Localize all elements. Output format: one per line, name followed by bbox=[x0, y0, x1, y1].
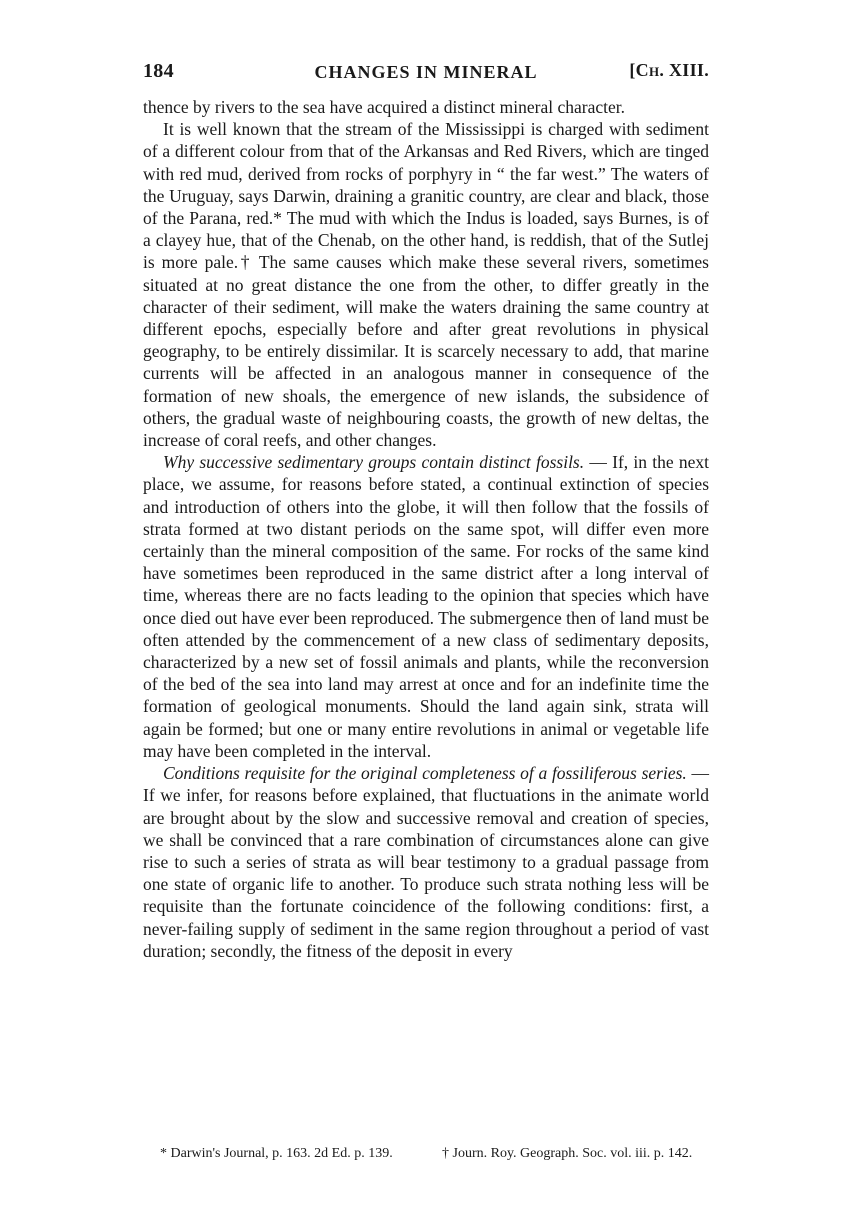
footnote-1: * Darwin's Journal, p. 163. 2d Ed. p. 139. bbox=[160, 1146, 393, 1161]
running-title: CHANGES IN MINERAL bbox=[314, 62, 538, 82]
body-text bbox=[143, 96, 709, 962]
paragraph-2: It is well known that the stream of the Mississippi is charged with sediment of a different colour from that of the Arkansas and Red Rivers, which are tinged with red mud, derived from rocks of porphyry in “ the far west.” The waters of the Uruguay, says Darwin, draining a granitic country, are clear and black, those of the Parana, red.* The mud with which the Indus is loaded, says Burnes, is of a clayey hue, that of the Chenab, on the other hand, is reddish, that of the Sutlej is more pale.† The same causes which make these several rivers, sometimes situated at no great distance the one from the other, to differ greatly in the character of their sediment, will make the waters draining the same country at different epochs, especially before and after great revolutions in physical geography, to be entirely dissimilar. It is scarcely necessary to add, that marine currents will be affected in an analogous manner in consequence of the formation of new shoals, the emergence of new islands, the subsidence of others, the gradual waste of neighbouring coasts, the growth of new deltas, the increase of coral reefs, and other changes. bbox=[143, 119, 709, 451]
footnote-2: † Journ. Roy. Geograph. Soc. vol. iii. p. 142. bbox=[442, 1146, 693, 1161]
paragraph-4 bbox=[143, 762, 709, 962]
paragraph-1: thence by rivers to the sea have acquired a distinct mineral character. bbox=[143, 97, 626, 117]
section-heading-fossils: Why successive sedimentary groups contain distinct fossils. bbox=[163, 452, 585, 473]
section-heading-conditions: Conditions requisite for the original completeness of a fossiliferous series. bbox=[163, 763, 687, 784]
paragraph-4-text: — If we infer, for reasons before explained, that fluctuations in the animate world are brought about by the slow and successive removal and creation of species, we shall be convinced that a rare combination of circumstances alone can give rise to such a series of strata as will bear testimony to a gradual passage from one state of organic life to another. To produce such strata nothing less will be requisite than the fortunate coincidence of the following conditions: first, a never-failing supply of sediment in the same region throughout a period of vast duration; secondly, the fitness of the deposit in every bbox=[143, 763, 709, 961]
chapter-label: [Ch. XIII. bbox=[629, 60, 709, 80]
page-number: 184 bbox=[143, 60, 174, 82]
paragraph-3-text: — If, in the next place, we assume, for reasons before stated, a continual extinction of species and introduction of others into the globe, it will then follow that the fossils of strata formed at two distant periods on the same spot, will differ even more certainly than the mineral composition of the same. For rocks of the same kind have sometimes been reproduced in the same district after a long interval of time, whereas there are no facts leading to the opinion that species which have once died out have ever been reproduced. The submergence then of land must be often attended by the commencement of a new class of sedimentary deposits, characterized by a new set of fossil animals and plants, while the reconversion of the bed of the sea into land may arrest at once and for an indefinite time the formation of geological monuments. Should the land again sink, strata will again be formed; but one or many entire revolutions in animal or vegetable life may have been completed in the interval. bbox=[143, 452, 710, 761]
paragraph-3 bbox=[143, 451, 709, 762]
running-header bbox=[143, 60, 709, 88]
